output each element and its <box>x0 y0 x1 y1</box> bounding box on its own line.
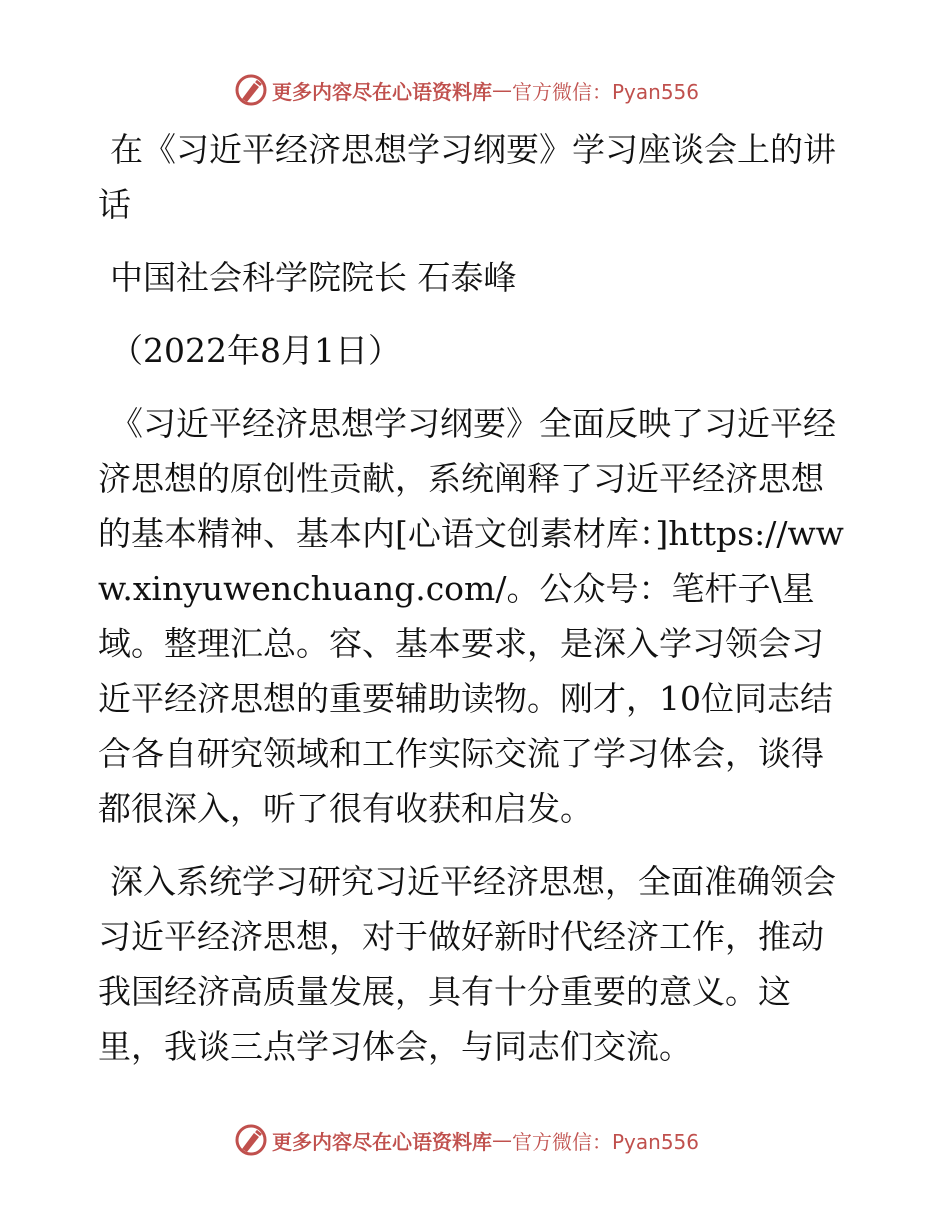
banner-brand-text: 更多内容尽在心语资料库 <box>272 1129 492 1154</box>
header-banner <box>234 70 834 110</box>
banner-separator: — <box>492 78 512 102</box>
banner-brand-text: 更多内容尽在心语资料库 <box>272 79 492 104</box>
document-title: 在《习近平经济思想学习纲要》学习座谈会上的讲话 <box>98 130 836 224</box>
pen-logo-icon <box>234 73 268 107</box>
document-author: 中国社会科学院院长 石泰峰 <box>110 258 517 297</box>
paragraph-2: 深入系统学习研究习近平经济思想，全面准确领会习近平经济思想，对于做好新时代经济工作，推动我国经济高质量发展，具有十分重要的意义。这里，我谈三点学习体会，与同志们交流。 <box>98 862 836 1066</box>
pen-logo-icon <box>234 1123 268 1157</box>
banner-wechat-text: 官方微信：Pyan556 <box>512 1129 700 1154</box>
footer-banner <box>234 1120 834 1160</box>
banner-separator: — <box>492 1128 512 1152</box>
document-body <box>98 122 850 1074</box>
document-date: （2022年8月1日） <box>110 331 401 370</box>
paragraph-1: 《习近平经济思想学习纲要》全面反映了习近平经济思想的原创性贡献，系统阐释了习近平经济思想的基本精神、基本内[心语文创素材库：]https://www.xinyuwenchuang.com/。公众号：笔杆子\星域。整理汇总。容、基本要求，是深入学习领会习近平经济思想的重要辅助读物。刚才，10位同志结合各自研究领域和工作实际交流了学习体会，谈得都很深入，听了很有收获和启发。 <box>98 404 844 828</box>
banner-wechat-text: 官方微信：Pyan556 <box>512 79 700 104</box>
